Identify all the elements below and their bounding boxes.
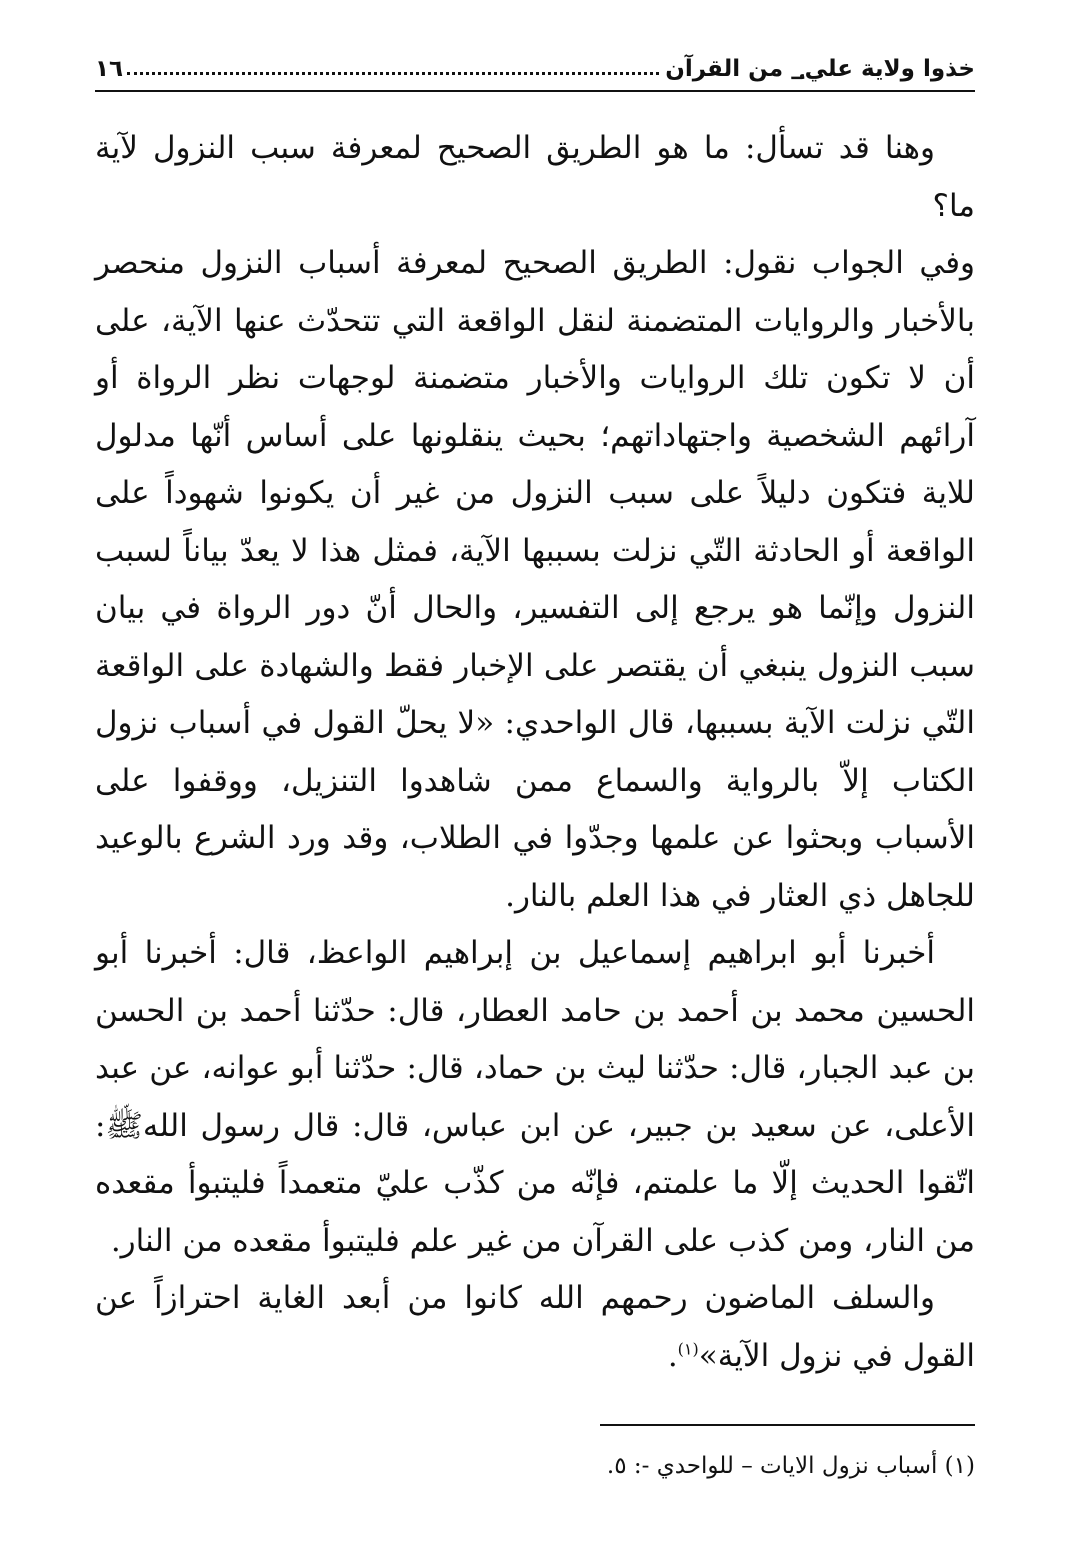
- header-dot-leader: [127, 72, 659, 75]
- book-title: خذوا ولاية علي؀ من القرآن: [665, 56, 975, 82]
- paragraph-narration: أخبرنا أبو ابراهيم إسماعيل بن إبراهيم الواعظ، قال: أخبرنا أبو الحسين محمد بن أحمد بن حامد العطار، قال: حدّثنا أحمد بن الحسن بن عبد الجبار، قال: حدّثنا ليث بن حماد، قال: حدّثنا أبو عوانه، عن عبد الأعلى، عن سعيد بن جبير، عن ابن عباس، قال: قال رسول اللهﷺ: اتّقوا الحديث إلّا ما علمتم، فإنّه من كذّب عليّ متعمداً فليتبوأ مقعده من النار، ومن كذب على القرآن من غير علم فليتبوأ مقعده من النار.: [95, 935, 975, 1259]
- footnote-separator: [600, 1424, 975, 1426]
- running-header: [95, 42, 975, 82]
- paragraph-answer: وفي الجواب نقول: الطريق الصحيح لمعرفة أسباب النزول منحصر بالأخبار والروايات المتضمنة لنقل الواقعة التي تتحدّث عنها الآية، على أن لا تكون تلك الروايات والأخبار متضمنة لوجهات نظر الرواة أو آرائهم الشخصية واجتهاداتهم؛ بحيث ينقلونها على أساس أنّها مدلول للاية فتكون دليلاً على سبب النزول من غير أن يكونوا شهوداً على الواقعة أو الحادثة التّي نزلت بسببها الآية، فمثل هذا لا يعدّ بياناً لسبب النزول وإنّما هو يرجع إلى التفسير، والحال أنّ دور الرواة في بيان سبب النزول ينبغي أن يقتصر على الإخبار فقط والشهادة على الواقعة التّي نزلت الآية بسببها، قال الواحدي: «لا يحلّ القول في أسباب نزول الكتاب إلاّ بالرواية والسماع ممن شاهدوا التنزيل، ووقفوا على الأسباب وبحثوا عن علمها وجدّوا في الطلاب، وقد ورد الشرع بالوعيد للجاهل ذي العثار في هذا العلم بالنار.: [95, 245, 975, 914]
- page-number: ١٦: [95, 56, 124, 82]
- footnote: (١) أسباب نزول الايات – للواحدي -: ٥.: [606, 1453, 975, 1479]
- main-text: [95, 120, 975, 1385]
- footnote-reference: (١): [677, 1339, 699, 1359]
- paragraph-question: وهنا قد تسأل: ما هو الطريق الصحيح لمعرفة سبب النزول لآية ما؟: [95, 130, 975, 224]
- paragraph-conclusion: والسلف الماضون رحمهم الله كانوا من أبعد الغاية احترازاً عن القول في نزول الآية»$^{(١)}$.: [95, 1280, 975, 1374]
- paragraph-conclusion-text: والسلف الماضون رحمهم الله كانوا من أبعد الغاية احترازاً عن القول في نزول الآية»: [95, 1280, 975, 1374]
- header-rule: [95, 90, 975, 92]
